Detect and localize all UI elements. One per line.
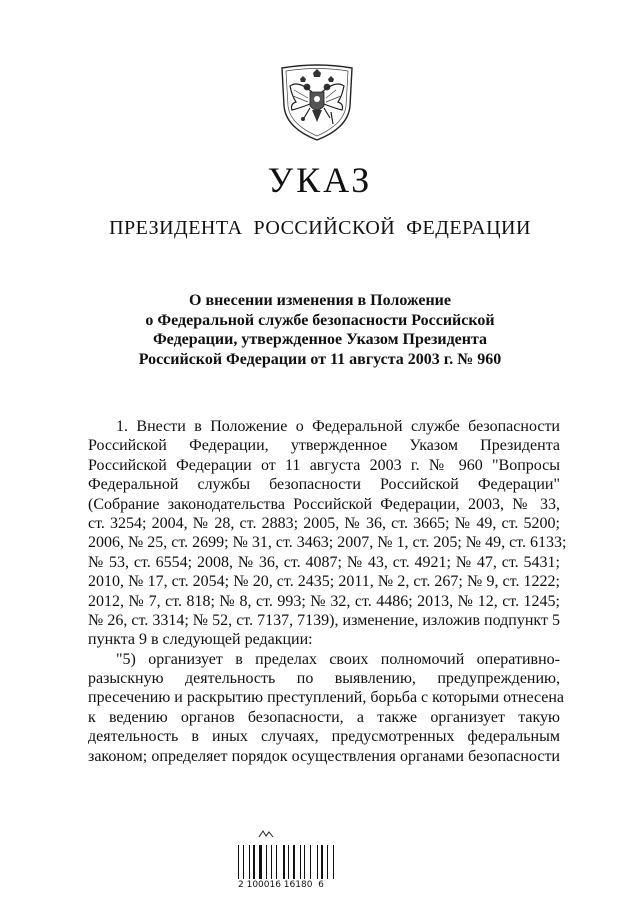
barcode-bar xyxy=(327,845,328,879)
barcode-block xyxy=(238,825,344,895)
body-line: Российской Федерации, утвержденное Указом Президента xyxy=(88,437,560,455)
body-line: деятельность в иных случаях, предусмотренных федеральным xyxy=(88,728,560,746)
barcode-bar xyxy=(304,845,305,879)
barcode-bar xyxy=(317,845,318,879)
barcode-bar xyxy=(335,845,336,879)
body-line: (Собрание законодательства Российской Федерации, 2003, № 33, xyxy=(88,495,560,513)
barcode-bar xyxy=(302,845,303,879)
body-line: разыскную деятельность по выявлению, предупреждению, xyxy=(88,670,560,688)
body-line: 2010, № 17, ст. 2054; № 20, ст. 2435; 2011, № 2, ст. 267; № 9, ст. 1222; xyxy=(88,573,560,591)
decree-body xyxy=(88,417,567,766)
barcode-bar xyxy=(278,845,281,879)
barcode-bar xyxy=(238,845,239,879)
body-line: ст. 3254; 2004, № 28, ст. 2883; 2005, № 36, ст. 3665; № 49, ст. 5200; xyxy=(88,514,560,532)
barcode-bar xyxy=(300,845,301,879)
heading-line: О внесении изменения в Положение xyxy=(189,292,451,309)
barcode-bar xyxy=(271,845,272,879)
printer-mark-icon xyxy=(258,830,274,838)
barcode-bar xyxy=(253,845,255,879)
barcode-bar xyxy=(257,845,258,879)
barcode-bar xyxy=(243,845,244,879)
body-line: 2012, № 7, ст. 818; № 8, ст. 993; № 32, ст. 4486; 2013, № 12, ст. 1245; xyxy=(88,592,560,610)
decree-heading xyxy=(100,291,540,369)
heading-line: Федерации, утвержденное Указом Президента xyxy=(152,331,488,348)
barcode-bar xyxy=(293,845,295,879)
barcode-bar xyxy=(333,845,334,879)
body-line: Федеральной службы безопасности Российской Федерации" xyxy=(88,476,560,494)
barcode-bar xyxy=(329,845,331,879)
body-line: 1. Внести в Положение о Федеральной службе безопасности xyxy=(116,418,560,435)
barcode-bar xyxy=(283,845,285,879)
body-line: № 26, ст. 3314; № 52, ст. 7137, 7139), изменение, изложив подпункт 5 xyxy=(88,611,560,629)
barcode-bar xyxy=(245,845,247,879)
barcode-bar xyxy=(259,845,262,879)
barcode-bar xyxy=(268,845,270,879)
barcode-bar xyxy=(249,845,250,879)
document-title: УКАЗ xyxy=(267,160,373,200)
barcode-bar xyxy=(251,845,252,879)
body-line: № 53, ст. 6554; 2008, № 36, ст. 4087; № 43, ст. 4921; № 47, ст. 5431; xyxy=(88,553,560,571)
document-subtitle: ПРЕЗИДЕНТА РОССИЙСКОЙ ФЕДЕРАЦИИ xyxy=(109,217,531,239)
body-line: пункта 9 в следующей редакции: xyxy=(88,631,313,649)
body-line: 2006, № 25, ст. 2699; № 31, ст. 3463; 2007, № 1, ст. 205; № 49, ст. 6133; xyxy=(88,534,567,552)
barcode-bar xyxy=(321,845,323,879)
barcode-bar xyxy=(319,845,320,879)
barcode xyxy=(238,845,344,879)
barcode-bar xyxy=(263,845,264,879)
barcode-bar xyxy=(312,845,315,879)
barcode-bar xyxy=(286,845,287,879)
heading-line: о Федеральной службе безопасности Российской xyxy=(145,311,495,329)
body-line: законом; определяет порядок осуществления органами безопасности xyxy=(88,747,560,765)
barcode-bar xyxy=(266,845,267,879)
body-line: "5) организует в пределах своих полномочий оперативно- xyxy=(116,650,560,668)
barcode-bar xyxy=(310,845,311,879)
body-line: к ведению органов безопасности, а также организует такую xyxy=(88,708,560,726)
barcode-bar xyxy=(241,845,242,879)
double-headed-eagle-icon xyxy=(276,62,358,142)
body-line: Российской Федерации от 11 августа 2003 г. № 960 "Вопросы xyxy=(88,456,560,474)
barcode-bar xyxy=(288,845,289,879)
barcode-number: 2 100016 16180 6 xyxy=(238,880,324,890)
barcode-bar xyxy=(274,845,275,879)
heading-line: Российской Федерации от 11 августа 2003 г. № 960 xyxy=(138,350,502,368)
body-line: пресечению и раскрытию преступлений, борьба с которыми отнесена xyxy=(88,689,565,707)
barcode-bar xyxy=(291,845,292,879)
barcode-bar xyxy=(325,845,326,879)
barcode-bar xyxy=(296,845,298,879)
barcode-bar xyxy=(276,845,277,879)
barcode-bar xyxy=(307,845,309,879)
